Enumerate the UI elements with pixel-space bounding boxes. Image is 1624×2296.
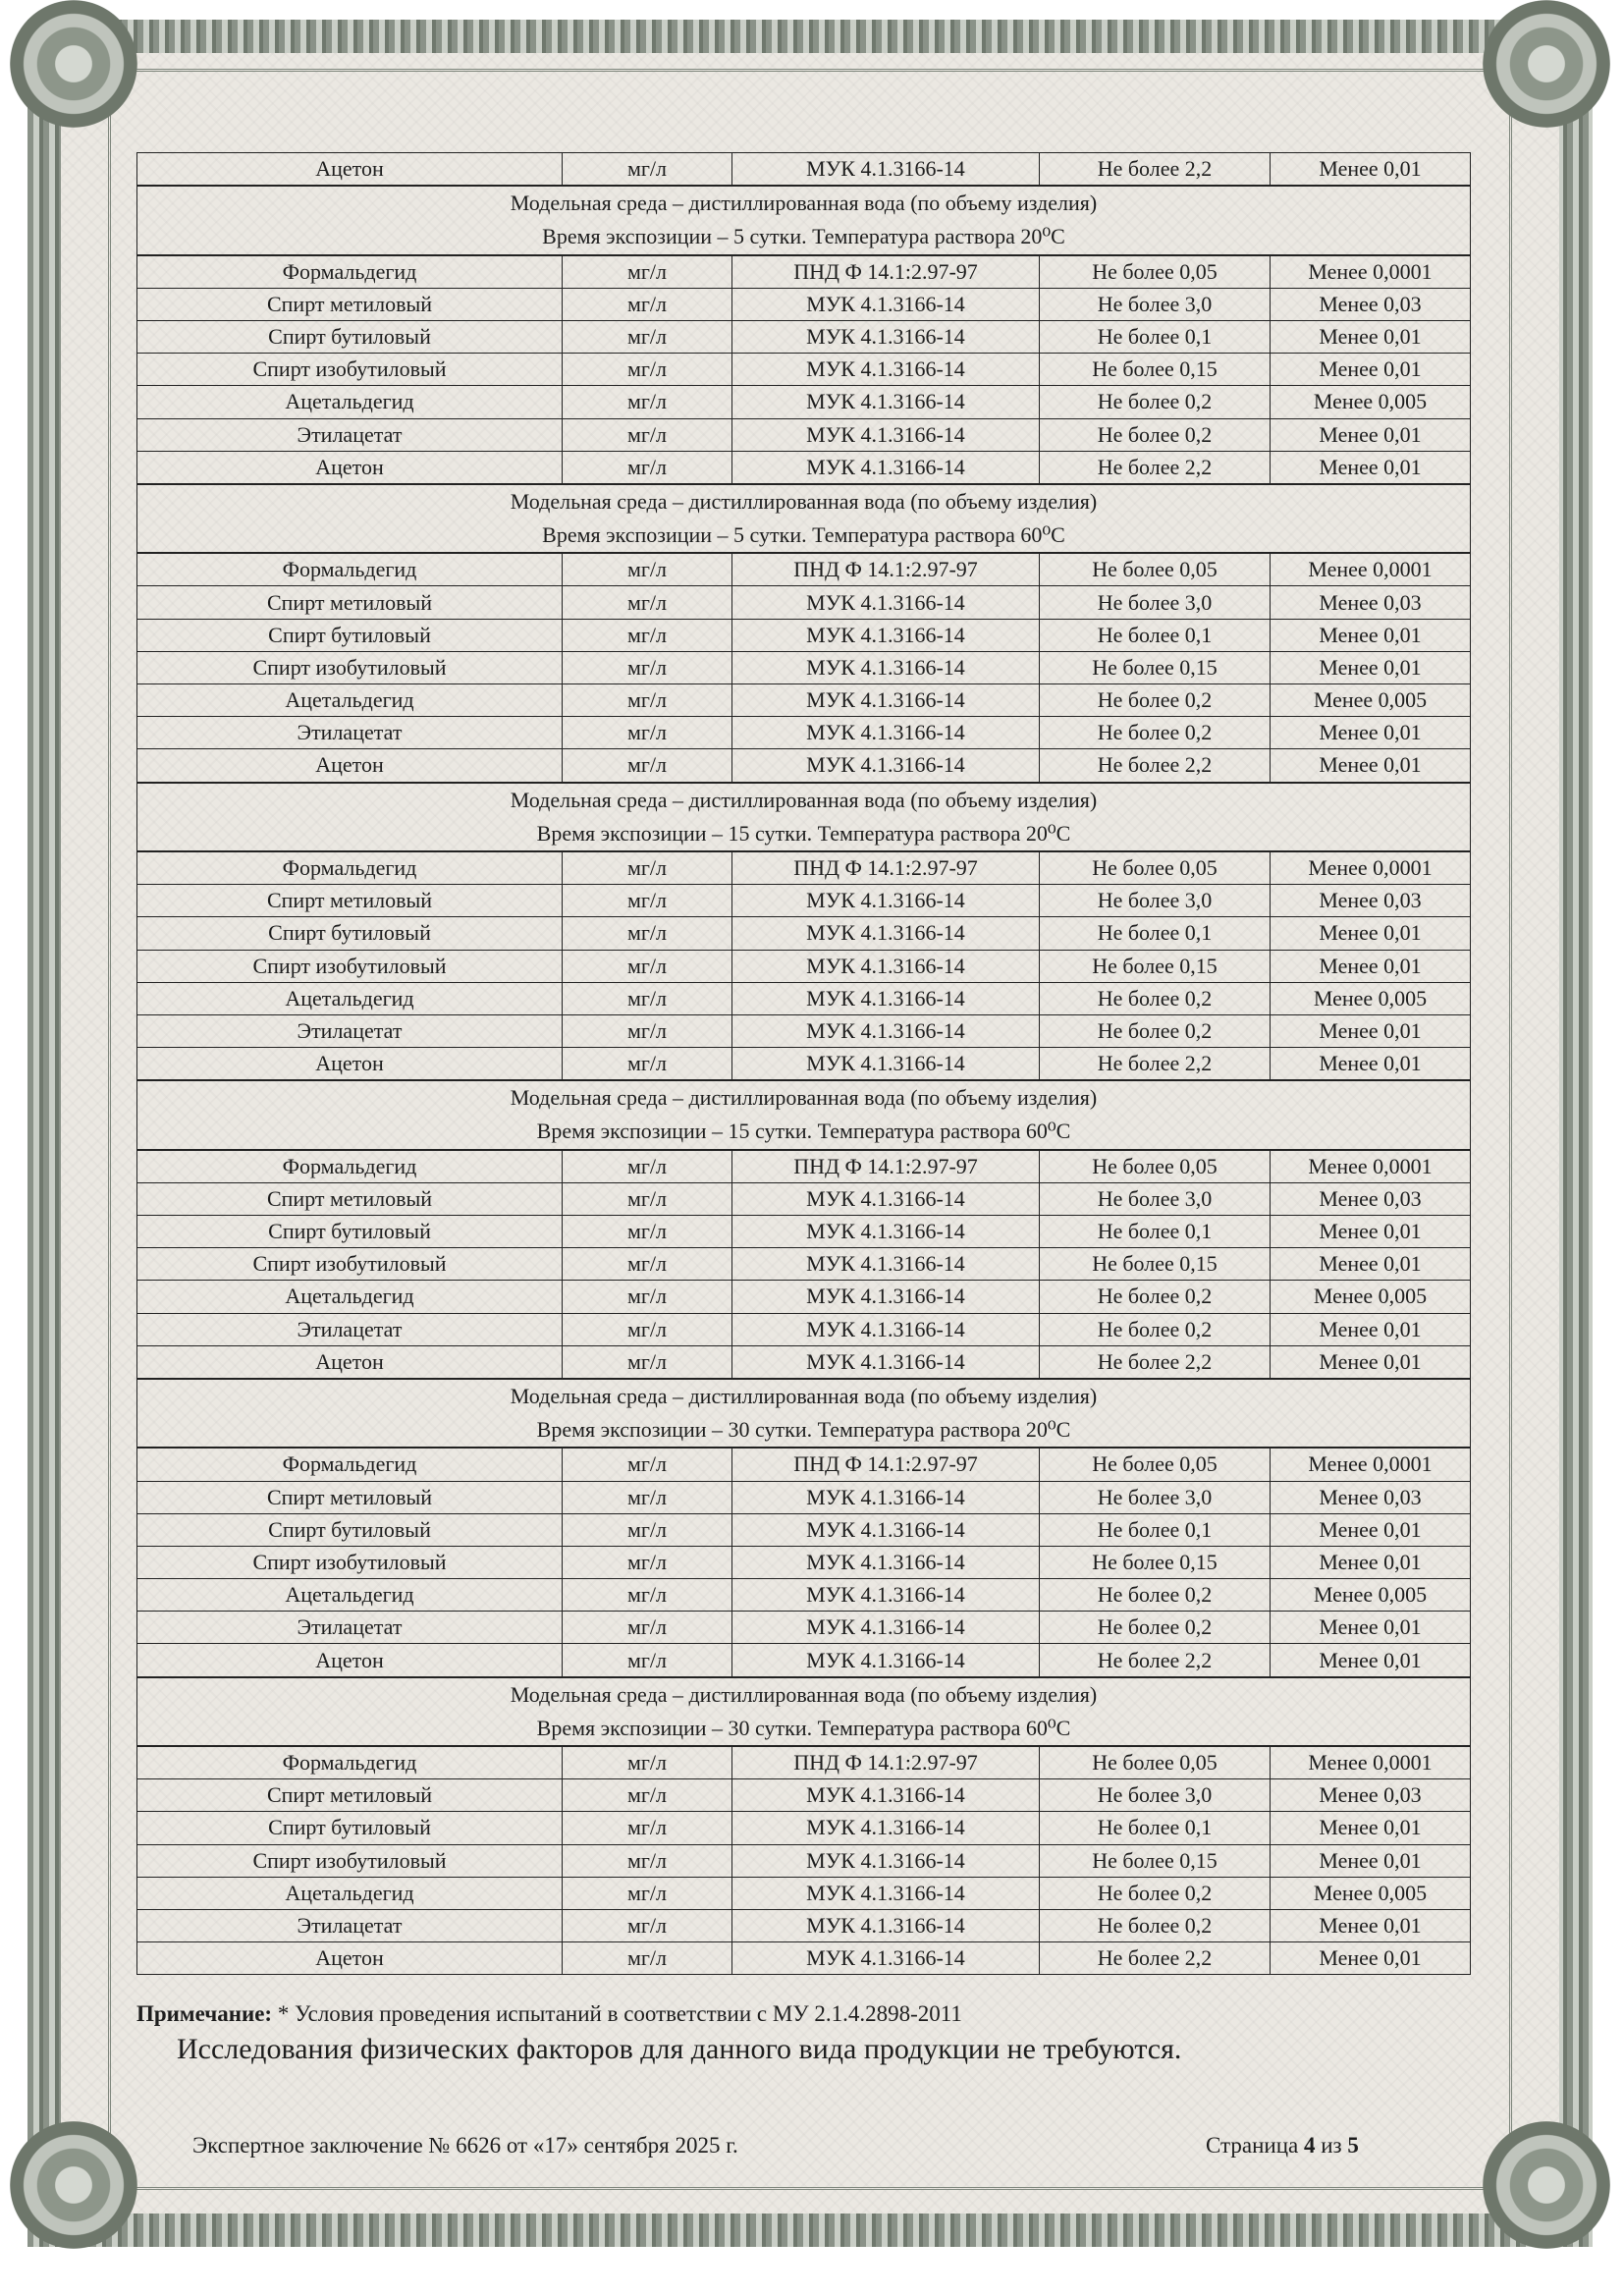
cell-norm: Не более 2,2 bbox=[1040, 153, 1271, 187]
cell-unit: мг/л bbox=[563, 553, 732, 586]
cell-result: Менее 0,0001 bbox=[1271, 553, 1471, 586]
cell-method: МУК 4.1.3166-14 bbox=[732, 451, 1040, 484]
cell-method: МУК 4.1.3166-14 bbox=[732, 1248, 1040, 1281]
condition-cell bbox=[137, 1677, 1471, 1746]
table-row bbox=[137, 418, 1471, 451]
cell-unit: мг/л bbox=[563, 354, 732, 386]
condition-medium: Модельная среда – дистиллированная вода (по объему изделия) bbox=[510, 1681, 1098, 1707]
cell-unit: мг/л bbox=[563, 885, 732, 917]
cell-result: Менее 0,005 bbox=[1271, 1281, 1471, 1313]
cell-norm: Не более 0,2 bbox=[1040, 386, 1271, 418]
condition-medium: Модельная среда – дистиллированная вода (по объему изделия) bbox=[510, 488, 1098, 514]
cell-result: Менее 0,005 bbox=[1271, 1877, 1471, 1909]
cell-result: Менее 0,01 bbox=[1271, 1216, 1471, 1248]
cell-norm: Не более 0,2 bbox=[1040, 684, 1271, 717]
cell-substance: Этилацетат bbox=[137, 717, 563, 749]
cell-norm: Не более 3,0 bbox=[1040, 885, 1271, 917]
cell-substance: Ацетон bbox=[137, 153, 563, 187]
cell-substance: Ацетальдегид bbox=[137, 386, 563, 418]
cell-norm: Не более 0,2 bbox=[1040, 1612, 1271, 1644]
cell-result: Менее 0,01 bbox=[1271, 1942, 1471, 1975]
cell-result: Менее 0,01 bbox=[1271, 1014, 1471, 1047]
cell-unit: мг/л bbox=[563, 684, 732, 717]
table-row bbox=[137, 885, 1471, 917]
cell-method: ПНД Ф 14.1:2.97-97 bbox=[732, 1746, 1040, 1779]
cell-unit: мг/л bbox=[563, 386, 732, 418]
cell-norm: Не более 2,2 bbox=[1040, 1644, 1271, 1677]
cell-unit: мг/л bbox=[563, 1746, 732, 1779]
cell-norm: Не более 0,2 bbox=[1040, 1877, 1271, 1909]
cell-method: МУК 4.1.3166-14 bbox=[732, 885, 1040, 917]
cell-method: МУК 4.1.3166-14 bbox=[732, 1546, 1040, 1578]
condition-medium: Модельная среда – дистиллированная вода (по объему изделия) bbox=[510, 1383, 1098, 1408]
cell-result: Менее 0,01 bbox=[1271, 1248, 1471, 1281]
cell-unit: мг/л bbox=[563, 418, 732, 451]
cell-method: МУК 4.1.3166-14 bbox=[732, 950, 1040, 982]
cell-method: МУК 4.1.3166-14 bbox=[732, 1812, 1040, 1844]
cell-method: МУК 4.1.3166-14 bbox=[732, 1644, 1040, 1677]
cell-result: Менее 0,01 bbox=[1271, 1644, 1471, 1677]
cell-norm: Не более 0,2 bbox=[1040, 1313, 1271, 1345]
cell-unit: мг/л bbox=[563, 1779, 732, 1812]
cell-norm: Не более 0,05 bbox=[1040, 1448, 1271, 1481]
cell-norm: Не более 0,1 bbox=[1040, 917, 1271, 950]
table-row bbox=[137, 982, 1471, 1014]
cell-norm: Не более 3,0 bbox=[1040, 1779, 1271, 1812]
cell-substance: Этилацетат bbox=[137, 418, 563, 451]
table-row bbox=[137, 1942, 1471, 1975]
cell-unit: мг/л bbox=[563, 1281, 732, 1313]
table-row bbox=[137, 1844, 1471, 1877]
cell-unit: мг/л bbox=[563, 1546, 732, 1578]
cell-unit: мг/л bbox=[563, 1844, 732, 1877]
table-row bbox=[137, 950, 1471, 982]
table-row bbox=[137, 153, 1471, 187]
cell-unit: мг/л bbox=[563, 1448, 732, 1481]
cell-unit: мг/л bbox=[563, 320, 732, 353]
cell-substance: Спирт изобутиловый bbox=[137, 950, 563, 982]
cell-method: МУК 4.1.3166-14 bbox=[732, 386, 1040, 418]
cell-method: МУК 4.1.3166-14 bbox=[732, 982, 1040, 1014]
cell-unit: мг/л bbox=[563, 1313, 732, 1345]
cell-result: Менее 0,01 bbox=[1271, 1909, 1471, 1941]
cell-substance: Ацетальдегид bbox=[137, 1579, 563, 1612]
condition-conditions: Время экспозиции – 5 сутки. Температура раствора 60⁰C bbox=[542, 522, 1065, 548]
cell-norm: Не более 0,15 bbox=[1040, 1844, 1271, 1877]
cell-method: МУК 4.1.3166-14 bbox=[732, 651, 1040, 683]
corner-ornament bbox=[1483, 2121, 1610, 2249]
table-row bbox=[137, 651, 1471, 683]
cell-substance: Спирт метиловый bbox=[137, 885, 563, 917]
cell-result: Менее 0,0001 bbox=[1271, 1150, 1471, 1183]
table-row bbox=[137, 1612, 1471, 1644]
cell-unit: мг/л bbox=[563, 1182, 732, 1215]
note bbox=[136, 2001, 962, 2027]
table-row bbox=[137, 619, 1471, 651]
cell-result: Менее 0,03 bbox=[1271, 885, 1471, 917]
condition-row bbox=[137, 783, 1471, 851]
cell-norm: Не более 0,05 bbox=[1040, 553, 1271, 586]
cell-norm: Не более 0,1 bbox=[1040, 320, 1271, 353]
cell-substance: Ацетон bbox=[137, 1644, 563, 1677]
cell-result: Менее 0,01 bbox=[1271, 354, 1471, 386]
cell-method: МУК 4.1.3166-14 bbox=[732, 1313, 1040, 1345]
cell-method: ПНД Ф 14.1:2.97-97 bbox=[732, 1448, 1040, 1481]
table-row bbox=[137, 1150, 1471, 1183]
cell-substance: Спирт изобутиловый bbox=[137, 1248, 563, 1281]
cell-unit: мг/л bbox=[563, 651, 732, 683]
cell-result: Менее 0,01 bbox=[1271, 1513, 1471, 1546]
table-row bbox=[137, 1644, 1471, 1677]
cell-substance: Спирт изобутиловый bbox=[137, 1546, 563, 1578]
cell-method: МУК 4.1.3166-14 bbox=[732, 1877, 1040, 1909]
table-row bbox=[137, 851, 1471, 885]
condition-row bbox=[137, 186, 1471, 254]
cell-method: ПНД Ф 14.1:2.97-97 bbox=[732, 1150, 1040, 1183]
cell-method: МУК 4.1.3166-14 bbox=[732, 1942, 1040, 1975]
cell-substance: Ацетальдегид bbox=[137, 982, 563, 1014]
cell-unit: мг/л bbox=[563, 749, 732, 783]
table-row bbox=[137, 717, 1471, 749]
cell-substance: Спирт метиловый bbox=[137, 1481, 563, 1513]
cell-substance: Формальдегид bbox=[137, 851, 563, 885]
cell-method: МУК 4.1.3166-14 bbox=[732, 1909, 1040, 1941]
cell-result: Менее 0,03 bbox=[1271, 288, 1471, 320]
cell-norm: Не более 0,15 bbox=[1040, 1546, 1271, 1578]
cell-substance: Ацетон bbox=[137, 1048, 563, 1081]
cell-method: МУК 4.1.3166-14 bbox=[732, 354, 1040, 386]
cell-substance: Формальдегид bbox=[137, 553, 563, 586]
cell-norm: Не более 0,05 bbox=[1040, 255, 1271, 289]
cell-result: Менее 0,01 bbox=[1271, 153, 1471, 187]
cell-method: МУК 4.1.3166-14 bbox=[732, 1048, 1040, 1081]
page-label: Страница bbox=[1206, 2133, 1304, 2158]
cell-method: ПНД Ф 14.1:2.97-97 bbox=[732, 255, 1040, 289]
cell-norm: Не более 0,05 bbox=[1040, 851, 1271, 885]
table-row bbox=[137, 749, 1471, 783]
cell-norm: Не более 0,1 bbox=[1040, 1513, 1271, 1546]
cell-substance: Спирт метиловый bbox=[137, 1182, 563, 1215]
table-row bbox=[137, 1313, 1471, 1345]
cell-result: Менее 0,01 bbox=[1271, 418, 1471, 451]
cell-method: МУК 4.1.3166-14 bbox=[732, 1216, 1040, 1248]
cell-norm: Не более 3,0 bbox=[1040, 586, 1271, 619]
cell-norm: Не более 3,0 bbox=[1040, 288, 1271, 320]
cell-substance: Формальдегид bbox=[137, 255, 563, 289]
condition-row bbox=[137, 1379, 1471, 1448]
cell-norm: Не более 0,2 bbox=[1040, 982, 1271, 1014]
condition-cell bbox=[137, 1080, 1471, 1149]
cell-substance: Спирт метиловый bbox=[137, 288, 563, 320]
table-row bbox=[137, 1248, 1471, 1281]
table-row bbox=[137, 1746, 1471, 1779]
cell-method: МУК 4.1.3166-14 bbox=[732, 1014, 1040, 1047]
cell-substance: Формальдегид bbox=[137, 1746, 563, 1779]
cell-substance: Спирт бутиловый bbox=[137, 320, 563, 353]
table-row bbox=[137, 917, 1471, 950]
cell-method: МУК 4.1.3166-14 bbox=[732, 288, 1040, 320]
table-row bbox=[137, 1014, 1471, 1047]
cell-substance: Ацетон bbox=[137, 1942, 563, 1975]
cell-method: ПНД Ф 14.1:2.97-97 bbox=[732, 851, 1040, 885]
page-number bbox=[1206, 2133, 1359, 2159]
cell-method: МУК 4.1.3166-14 bbox=[732, 1779, 1040, 1812]
cell-result: Менее 0,005 bbox=[1271, 386, 1471, 418]
cell-method: ПНД Ф 14.1:2.97-97 bbox=[732, 553, 1040, 586]
condition-medium: Модельная среда – дистиллированная вода (по объему изделия) bbox=[510, 1085, 1098, 1111]
cell-norm: Не более 0,1 bbox=[1040, 619, 1271, 651]
table-row bbox=[137, 1877, 1471, 1909]
cell-method: МУК 4.1.3166-14 bbox=[732, 684, 1040, 717]
cell-substance: Ацетальдегид bbox=[137, 1877, 563, 1909]
cell-result: Менее 0,005 bbox=[1271, 1579, 1471, 1612]
cell-method: МУК 4.1.3166-14 bbox=[732, 1182, 1040, 1215]
condition-conditions: Время экспозиции – 15 сутки. Температура раствора 60⁰C bbox=[536, 1119, 1071, 1144]
table-row bbox=[137, 1448, 1471, 1481]
cell-substance: Этилацетат bbox=[137, 1313, 563, 1345]
cell-substance: Этилацетат bbox=[137, 1909, 563, 1941]
corner-ornament bbox=[10, 0, 137, 128]
condition-cell bbox=[137, 1379, 1471, 1448]
cell-unit: мг/л bbox=[563, 982, 732, 1014]
cell-result: Менее 0,0001 bbox=[1271, 1448, 1471, 1481]
cell-result: Менее 0,0001 bbox=[1271, 1746, 1471, 1779]
cell-unit: мг/л bbox=[563, 619, 732, 651]
cell-substance: Ацетальдегид bbox=[137, 684, 563, 717]
cell-norm: Не более 2,2 bbox=[1040, 1048, 1271, 1081]
condition-conditions: Время экспозиции – 5 сутки. Температура раствора 20⁰C bbox=[542, 224, 1065, 249]
table-row bbox=[137, 386, 1471, 418]
page-total: 5 bbox=[1347, 2133, 1359, 2158]
cell-result: Менее 0,01 bbox=[1271, 619, 1471, 651]
cell-method: МУК 4.1.3166-14 bbox=[732, 917, 1040, 950]
cell-norm: Не более 0,15 bbox=[1040, 354, 1271, 386]
cell-result: Менее 0,01 bbox=[1271, 917, 1471, 950]
cell-substance: Спирт метиловый bbox=[137, 586, 563, 619]
note-text: * Условия проведения испытаний в соответствии с МУ 2.1.4.2898-2011 bbox=[272, 2001, 962, 2026]
cell-method: МУК 4.1.3166-14 bbox=[732, 749, 1040, 783]
cell-result: Менее 0,03 bbox=[1271, 586, 1471, 619]
cell-unit: мг/л bbox=[563, 1014, 732, 1047]
cell-result: Менее 0,005 bbox=[1271, 982, 1471, 1014]
cell-substance: Спирт изобутиловый bbox=[137, 651, 563, 683]
cell-substance: Спирт бутиловый bbox=[137, 1216, 563, 1248]
cell-result: Менее 0,01 bbox=[1271, 1048, 1471, 1081]
cell-result: Менее 0,01 bbox=[1271, 1345, 1471, 1379]
cell-method: МУК 4.1.3166-14 bbox=[732, 1513, 1040, 1546]
table-row bbox=[137, 1216, 1471, 1248]
cell-result: Менее 0,01 bbox=[1271, 320, 1471, 353]
cell-norm: Не более 0,2 bbox=[1040, 1281, 1271, 1313]
cell-unit: мг/л bbox=[563, 1909, 732, 1941]
table-row bbox=[137, 1909, 1471, 1941]
table-row bbox=[137, 255, 1471, 289]
cell-substance: Спирт изобутиловый bbox=[137, 1844, 563, 1877]
table-row bbox=[137, 288, 1471, 320]
condition-medium: Модельная среда – дистиллированная вода (по объему изделия) bbox=[510, 787, 1098, 812]
cell-result: Менее 0,01 bbox=[1271, 651, 1471, 683]
results-table bbox=[136, 152, 1471, 1975]
table-row bbox=[137, 354, 1471, 386]
cell-norm: Не более 0,2 bbox=[1040, 1014, 1271, 1047]
cell-substance: Ацетон bbox=[137, 451, 563, 484]
cell-unit: мг/л bbox=[563, 717, 732, 749]
cell-method: МУК 4.1.3166-14 bbox=[732, 586, 1040, 619]
cell-norm: Не более 0,05 bbox=[1040, 1746, 1271, 1779]
cell-method: МУК 4.1.3166-14 bbox=[732, 1281, 1040, 1313]
cell-substance: Спирт изобутиловый bbox=[137, 354, 563, 386]
table-row bbox=[137, 1281, 1471, 1313]
cell-norm: Не более 0,1 bbox=[1040, 1216, 1271, 1248]
cell-unit: мг/л bbox=[563, 851, 732, 885]
corner-ornament bbox=[1483, 0, 1610, 128]
corner-ornament bbox=[10, 2121, 137, 2249]
page-current: 4 bbox=[1303, 2133, 1316, 2158]
cell-norm: Не более 2,2 bbox=[1040, 1942, 1271, 1975]
cell-substance: Ацетон bbox=[137, 1345, 563, 1379]
note-label: Примечание: bbox=[136, 2001, 273, 2026]
table-row bbox=[137, 1345, 1471, 1379]
table-row bbox=[137, 1546, 1471, 1578]
cell-norm: Не более 2,2 bbox=[1040, 749, 1271, 783]
condition-row bbox=[137, 1080, 1471, 1149]
condition-medium: Модельная среда – дистиллированная вода (по объему изделия) bbox=[510, 191, 1098, 216]
cell-norm: Не более 0,2 bbox=[1040, 1579, 1271, 1612]
cell-result: Менее 0,01 bbox=[1271, 1844, 1471, 1877]
cell-unit: мг/л bbox=[563, 1942, 732, 1975]
condition-conditions: Время экспозиции – 30 сутки. Температура раствора 60⁰C bbox=[536, 1715, 1071, 1740]
cell-unit: мг/л bbox=[563, 288, 732, 320]
cell-unit: мг/л bbox=[563, 1812, 732, 1844]
cell-unit: мг/л bbox=[563, 1216, 732, 1248]
cell-result: Менее 0,01 bbox=[1271, 1812, 1471, 1844]
cell-unit: мг/л bbox=[563, 1248, 732, 1281]
condition-conditions: Время экспозиции – 30 сутки. Температура раствора 20⁰C bbox=[536, 1417, 1071, 1443]
cell-unit: мг/л bbox=[563, 255, 732, 289]
cell-norm: Не более 0,1 bbox=[1040, 1812, 1271, 1844]
cell-result: Менее 0,01 bbox=[1271, 1612, 1471, 1644]
table-row bbox=[137, 1812, 1471, 1844]
cell-method: МУК 4.1.3166-14 bbox=[732, 1612, 1040, 1644]
cell-unit: мг/л bbox=[563, 1048, 732, 1081]
cell-result: Менее 0,01 bbox=[1271, 451, 1471, 484]
cell-unit: мг/л bbox=[563, 1612, 732, 1644]
cell-norm: Не более 0,15 bbox=[1040, 1248, 1271, 1281]
cell-norm: Не более 3,0 bbox=[1040, 1182, 1271, 1215]
cell-unit: мг/л bbox=[563, 1644, 732, 1677]
cell-substance: Этилацетат bbox=[137, 1014, 563, 1047]
cell-result: Менее 0,0001 bbox=[1271, 255, 1471, 289]
cell-unit: мг/л bbox=[563, 1579, 732, 1612]
table-row bbox=[137, 586, 1471, 619]
table-row bbox=[137, 553, 1471, 586]
condition-cell bbox=[137, 783, 1471, 851]
cell-norm: Не более 3,0 bbox=[1040, 1481, 1271, 1513]
cell-result: Менее 0,01 bbox=[1271, 717, 1471, 749]
cell-unit: мг/л bbox=[563, 950, 732, 982]
cell-norm: Не более 0,2 bbox=[1040, 1909, 1271, 1941]
cell-substance: Спирт бутиловый bbox=[137, 619, 563, 651]
cell-substance: Формальдегид bbox=[137, 1448, 563, 1481]
cell-norm: Не более 0,05 bbox=[1040, 1150, 1271, 1183]
cell-method: МУК 4.1.3166-14 bbox=[732, 1345, 1040, 1379]
cell-substance: Спирт бутиловый bbox=[137, 917, 563, 950]
table-row bbox=[137, 1182, 1471, 1215]
table-row bbox=[137, 1481, 1471, 1513]
condition-row bbox=[137, 1677, 1471, 1746]
cell-result: Менее 0,01 bbox=[1271, 950, 1471, 982]
cell-unit: мг/л bbox=[563, 1481, 732, 1513]
cell-result: Менее 0,01 bbox=[1271, 1546, 1471, 1578]
cell-method: МУК 4.1.3166-14 bbox=[732, 1579, 1040, 1612]
cell-method: МУК 4.1.3166-14 bbox=[732, 153, 1040, 187]
cell-result: Менее 0,01 bbox=[1271, 749, 1471, 783]
cell-unit: мг/л bbox=[563, 586, 732, 619]
physical-factors-note: Исследования физических факторов для данного вида продукции не требуются. bbox=[177, 2033, 1182, 2065]
table-row bbox=[137, 1779, 1471, 1812]
condition-conditions: Время экспозиции – 15 сутки. Температура раствора 20⁰C bbox=[536, 820, 1071, 846]
cell-norm: Не более 0,2 bbox=[1040, 418, 1271, 451]
cell-result: Менее 0,03 bbox=[1271, 1182, 1471, 1215]
cell-method: МУК 4.1.3166-14 bbox=[732, 619, 1040, 651]
cell-substance: Ацетальдегид bbox=[137, 1281, 563, 1313]
table-row bbox=[137, 1513, 1471, 1546]
cell-unit: мг/л bbox=[563, 1345, 732, 1379]
cell-unit: мг/л bbox=[563, 1513, 732, 1546]
cell-norm: Не более 0,15 bbox=[1040, 950, 1271, 982]
cell-norm: Не более 0,2 bbox=[1040, 717, 1271, 749]
cell-method: МУК 4.1.3166-14 bbox=[732, 418, 1040, 451]
table-row bbox=[137, 684, 1471, 717]
cell-norm: Не более 2,2 bbox=[1040, 451, 1271, 484]
cell-method: МУК 4.1.3166-14 bbox=[732, 717, 1040, 749]
cell-unit: мг/л bbox=[563, 153, 732, 187]
condition-row bbox=[137, 484, 1471, 553]
table-row bbox=[137, 1579, 1471, 1612]
cell-substance: Формальдегид bbox=[137, 1150, 563, 1183]
conclusion-reference: Экспертное заключение № 6626 от «17» сентября 2025 г. bbox=[192, 2133, 738, 2158]
cell-substance: Спирт бутиловый bbox=[137, 1513, 563, 1546]
cell-result: Менее 0,01 bbox=[1271, 1313, 1471, 1345]
table-row bbox=[137, 1048, 1471, 1081]
cell-unit: мг/л bbox=[563, 451, 732, 484]
cell-result: Менее 0,0001 bbox=[1271, 851, 1471, 885]
cell-result: Менее 0,03 bbox=[1271, 1779, 1471, 1812]
table-row bbox=[137, 451, 1471, 484]
cell-norm: Не более 2,2 bbox=[1040, 1345, 1271, 1379]
condition-cell bbox=[137, 484, 1471, 553]
cell-substance: Этилацетат bbox=[137, 1612, 563, 1644]
cell-method: МУК 4.1.3166-14 bbox=[732, 1844, 1040, 1877]
cell-substance: Ацетон bbox=[137, 749, 563, 783]
cell-method: МУК 4.1.3166-14 bbox=[732, 320, 1040, 353]
cell-unit: мг/л bbox=[563, 1877, 732, 1909]
condition-cell bbox=[137, 186, 1471, 254]
cell-unit: мг/л bbox=[563, 1150, 732, 1183]
cell-result: Менее 0,03 bbox=[1271, 1481, 1471, 1513]
cell-substance: Спирт метиловый bbox=[137, 1779, 563, 1812]
page-sep: из bbox=[1315, 2133, 1348, 2158]
cell-method: МУК 4.1.3166-14 bbox=[732, 1481, 1040, 1513]
cell-substance: Спирт бутиловый bbox=[137, 1812, 563, 1844]
cell-result: Менее 0,005 bbox=[1271, 684, 1471, 717]
cell-norm: Не более 0,15 bbox=[1040, 651, 1271, 683]
cell-unit: мг/л bbox=[563, 917, 732, 950]
table-row bbox=[137, 320, 1471, 353]
